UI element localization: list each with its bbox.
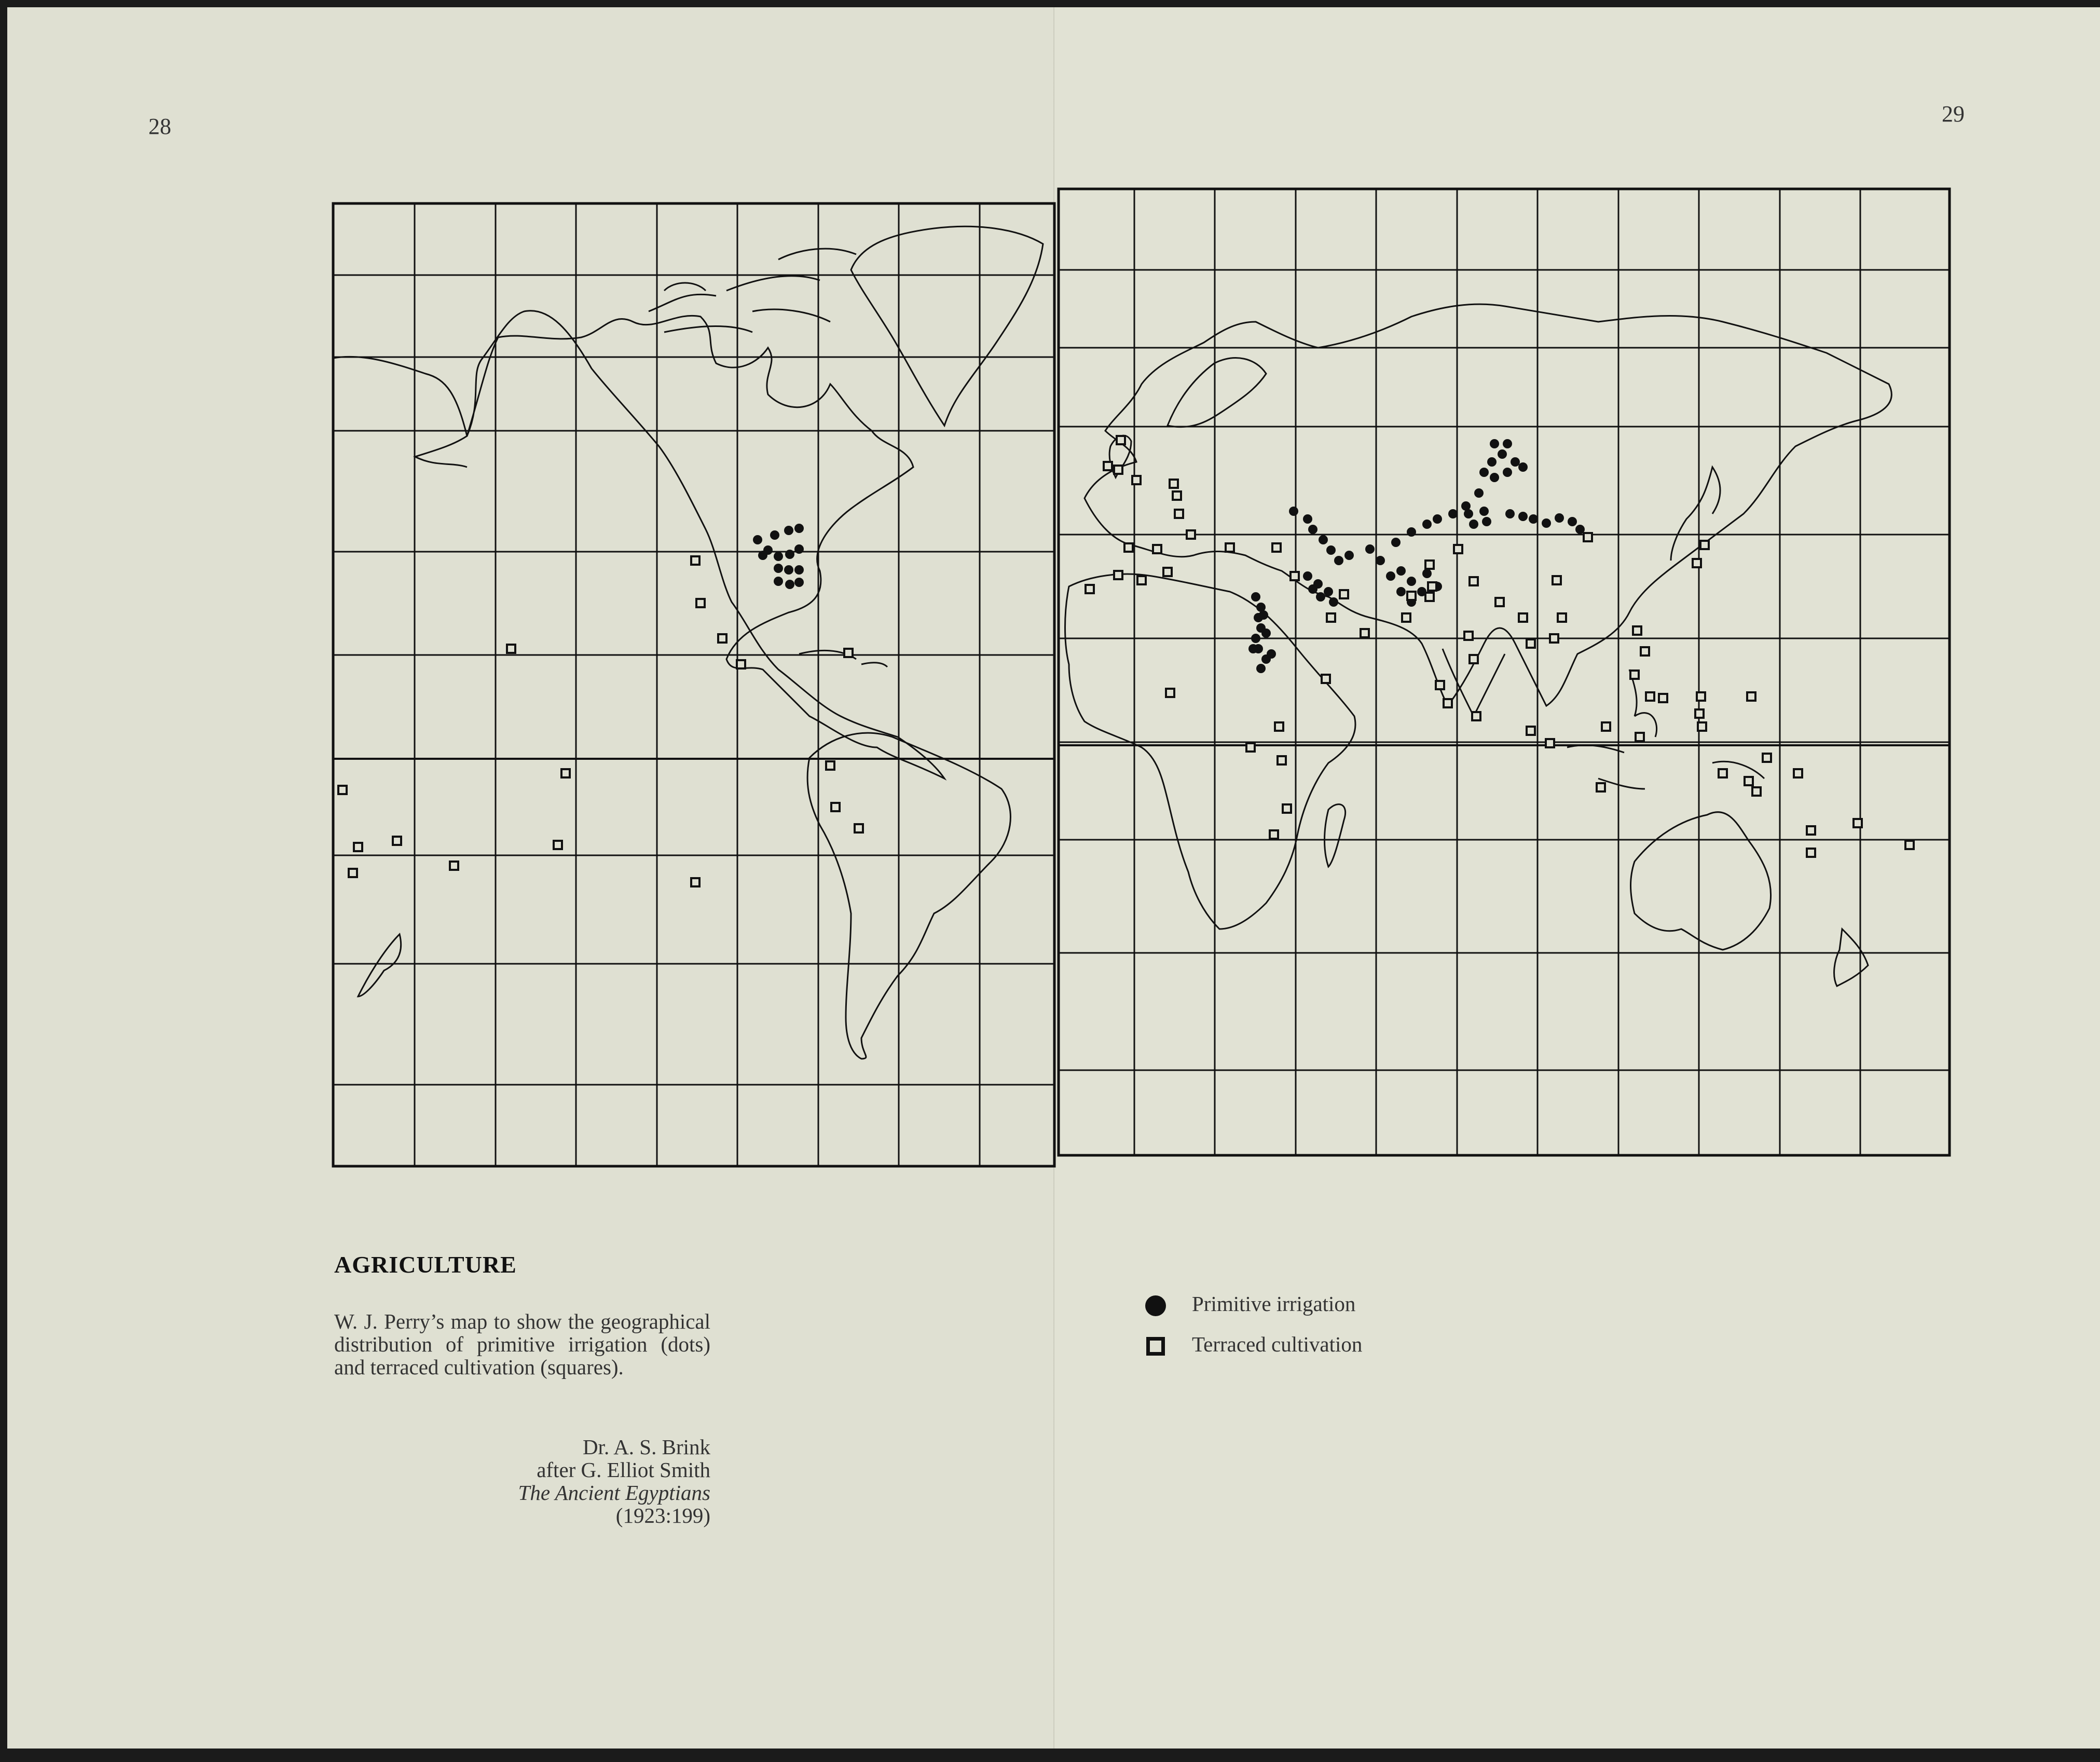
terraced-square bbox=[691, 556, 699, 565]
terraced-square bbox=[1641, 647, 1649, 655]
terraced-square bbox=[1546, 739, 1554, 747]
irrigation-dot bbox=[774, 577, 783, 586]
irrigation-dot bbox=[758, 551, 767, 560]
irrigation-dot bbox=[1329, 597, 1338, 607]
credit-author: Dr. A. S. Brink bbox=[582, 1435, 710, 1459]
irrigation-dot bbox=[1391, 538, 1401, 547]
terraced-square bbox=[1470, 577, 1478, 585]
irrigation-dot bbox=[1308, 584, 1317, 594]
terraced-square bbox=[1444, 699, 1452, 707]
irrigation-dot bbox=[1490, 473, 1499, 482]
terraced-square bbox=[691, 878, 699, 886]
irrigation-dot bbox=[1334, 556, 1343, 565]
terraced-square bbox=[1464, 632, 1473, 640]
irrigation-dot bbox=[794, 544, 804, 554]
irrigation-dot bbox=[1407, 577, 1416, 586]
irrigation-dot bbox=[1518, 462, 1528, 472]
irrigation-dot bbox=[1289, 507, 1298, 516]
eurasia-coast bbox=[1085, 304, 1891, 706]
irrigation-dot bbox=[1316, 592, 1325, 602]
irrigation-dot bbox=[1324, 587, 1333, 596]
terraced-square bbox=[1558, 613, 1566, 622]
irrigation-dot bbox=[1256, 664, 1266, 673]
terraced-square bbox=[1550, 634, 1558, 643]
terraced-square bbox=[1163, 568, 1172, 576]
madagascar-coast bbox=[1325, 804, 1346, 867]
terraced-square bbox=[1402, 613, 1410, 622]
irrigation-dot bbox=[1376, 556, 1385, 565]
irrigation-dot bbox=[1422, 569, 1432, 578]
terraced-square bbox=[1633, 626, 1641, 635]
terraced-square bbox=[1226, 543, 1234, 552]
terraced-square bbox=[1519, 613, 1527, 622]
irrigation-dot bbox=[784, 565, 793, 575]
irrigation-dot bbox=[784, 526, 793, 535]
terraced-square bbox=[1340, 590, 1348, 598]
terraced-square bbox=[1553, 576, 1561, 584]
caption-text: W. J. Perry’s map to show the geographical distribution of primitive irrigation (dots) and terraced cultivation (squares). bbox=[334, 1309, 710, 1379]
africa-coast bbox=[1065, 574, 1355, 929]
irrigation-dot bbox=[794, 565, 804, 575]
terraced-square bbox=[1495, 598, 1504, 606]
irrigation-dot bbox=[1555, 513, 1564, 523]
irrigation-dot bbox=[1448, 509, 1458, 518]
symbol-layer bbox=[338, 436, 1914, 886]
irrigation-dot bbox=[1568, 517, 1577, 526]
irrigation-dot bbox=[1479, 507, 1489, 516]
irrigation-dot bbox=[1267, 649, 1276, 659]
terraced-square bbox=[1361, 629, 1369, 637]
legend-label: Primitive irrigation bbox=[1192, 1292, 1356, 1316]
irrigation-dot bbox=[1529, 514, 1538, 524]
irrigation-dot bbox=[1482, 517, 1491, 526]
terraced-square bbox=[561, 769, 570, 777]
terraced-square bbox=[1175, 510, 1183, 518]
terraced-square bbox=[1630, 671, 1639, 679]
terraced-square bbox=[450, 862, 458, 870]
page-number-left: 28 bbox=[148, 114, 171, 139]
terraced-square bbox=[1086, 585, 1094, 593]
terraced-square bbox=[1659, 694, 1667, 702]
terraced-square bbox=[1428, 582, 1436, 591]
terraced-square bbox=[1693, 559, 1701, 567]
terraced-square bbox=[1114, 466, 1122, 474]
terraced-square bbox=[1745, 777, 1753, 785]
terraced-square bbox=[1114, 571, 1122, 579]
irrigation-dot bbox=[1518, 512, 1528, 521]
terraced-square bbox=[1646, 692, 1654, 701]
terraced-square bbox=[855, 824, 863, 832]
southeast-asia-islands bbox=[1567, 670, 1764, 789]
north-america-coast bbox=[467, 311, 944, 778]
terraced-square bbox=[1425, 561, 1434, 569]
irrigation-dot bbox=[1511, 457, 1520, 467]
terraced-square bbox=[1470, 655, 1478, 663]
terraced-square bbox=[1278, 756, 1286, 764]
terraced-square bbox=[737, 660, 745, 668]
terraced-square bbox=[1166, 689, 1174, 697]
arctic-islands bbox=[649, 249, 856, 332]
irrigation-dot bbox=[1365, 544, 1375, 554]
terraced-square bbox=[1322, 675, 1330, 683]
terraced-square bbox=[1700, 541, 1709, 549]
greenland-coast bbox=[851, 226, 1043, 426]
terraced-square bbox=[1597, 783, 1605, 791]
terraced-square bbox=[393, 837, 401, 845]
irrigation-dot bbox=[1490, 439, 1499, 448]
terraced-square bbox=[1124, 543, 1133, 552]
eurasia-africa-outline bbox=[1065, 304, 1892, 986]
terraced-square bbox=[1407, 592, 1416, 600]
irrigation-dot bbox=[1308, 525, 1317, 534]
terraced-square bbox=[1137, 576, 1146, 584]
terraced-square bbox=[554, 841, 562, 849]
irrigation-dot bbox=[1326, 545, 1336, 555]
terraced-square bbox=[1698, 722, 1706, 731]
terraced-square bbox=[1752, 787, 1761, 796]
terraced-square bbox=[1291, 572, 1299, 580]
irrigation-dot bbox=[1396, 566, 1406, 576]
terraced-square bbox=[826, 761, 834, 770]
irrigation-dot bbox=[1248, 644, 1258, 653]
terraced-square bbox=[1584, 533, 1592, 541]
irrigation-dot bbox=[785, 550, 794, 559]
terraced-square bbox=[1527, 727, 1535, 735]
terraced-square bbox=[1454, 545, 1462, 553]
terraced-square bbox=[1747, 692, 1755, 701]
terraced-square bbox=[718, 634, 726, 643]
irrigation-dot bbox=[785, 580, 794, 589]
irrigation-dot bbox=[1503, 439, 1512, 448]
terraced-square bbox=[1170, 480, 1178, 488]
terraced-square bbox=[1695, 709, 1704, 718]
irrigation-dot bbox=[1433, 514, 1442, 524]
terraced-square bbox=[831, 803, 840, 811]
new-zealand-coast bbox=[358, 934, 401, 996]
terraced-square bbox=[1719, 769, 1727, 777]
terraced-square bbox=[844, 649, 853, 657]
irrigation-dot bbox=[753, 535, 762, 544]
credit-source: after G. Elliot Smith bbox=[537, 1458, 710, 1482]
irrigation-dot bbox=[1542, 518, 1551, 528]
terraced-square bbox=[1132, 476, 1141, 484]
irrigation-dot bbox=[1261, 629, 1271, 638]
irrigation-dot bbox=[1396, 587, 1406, 596]
page-number-right: 29 bbox=[1942, 101, 1965, 127]
terraced-square bbox=[1436, 681, 1444, 689]
terraced-square bbox=[1270, 830, 1278, 839]
terraced-square bbox=[1153, 545, 1161, 553]
terraced-square bbox=[507, 645, 515, 653]
terraced-square bbox=[1104, 462, 1112, 470]
terraced-square bbox=[1794, 769, 1802, 777]
terraced-square bbox=[1807, 849, 1815, 857]
credit-year: (1923:199) bbox=[615, 1504, 710, 1527]
irrigation-dot bbox=[774, 552, 783, 561]
irrigation-dot bbox=[770, 530, 779, 540]
terraced-square bbox=[1327, 613, 1335, 622]
terraced-square bbox=[1527, 639, 1535, 648]
irrigation-dot bbox=[1407, 527, 1416, 537]
terraced-square bbox=[1763, 754, 1771, 762]
australia-coast bbox=[1631, 812, 1771, 950]
terraced-square bbox=[338, 786, 347, 794]
terraced-square bbox=[1283, 804, 1291, 813]
irrigation-dot bbox=[1505, 509, 1515, 518]
irrigation-dot bbox=[1319, 535, 1328, 544]
irrigation-dot bbox=[1487, 457, 1497, 467]
scandinavia-coast bbox=[1168, 358, 1266, 427]
terraced-square bbox=[1173, 491, 1181, 500]
irrigation-dot bbox=[1469, 520, 1478, 529]
irrigation-dot bbox=[1498, 449, 1507, 459]
terraced-square bbox=[1117, 436, 1125, 444]
irrigation-dot bbox=[794, 578, 804, 587]
alaska-coast bbox=[333, 357, 467, 467]
terraced-square bbox=[696, 599, 705, 607]
irrigation-dot bbox=[774, 564, 783, 573]
terraced-square bbox=[1275, 722, 1283, 731]
terraced-square bbox=[354, 843, 362, 851]
irrigation-dot bbox=[1259, 610, 1268, 620]
irrigation-dot bbox=[1303, 514, 1312, 524]
japan-coast bbox=[1671, 467, 1720, 561]
map-frame-right bbox=[1059, 189, 1950, 1155]
americas-outline bbox=[333, 226, 1043, 1059]
terraced-square bbox=[1602, 722, 1610, 731]
credit-work-title: The Ancient Egyptians bbox=[518, 1481, 710, 1505]
irrigation-dot bbox=[1344, 551, 1354, 560]
terraced-square bbox=[1246, 743, 1255, 752]
terraced-square bbox=[1697, 692, 1705, 701]
terraced-square bbox=[1272, 543, 1281, 552]
irrigation-dot bbox=[1422, 520, 1432, 529]
irrigation-dot bbox=[1251, 634, 1260, 643]
terraced-square bbox=[1905, 841, 1914, 849]
irrigation-dot bbox=[1386, 571, 1395, 581]
terraced-square bbox=[1425, 593, 1434, 601]
terraced-square bbox=[1854, 819, 1862, 827]
terraced-square bbox=[1807, 826, 1815, 835]
terraced-square bbox=[349, 869, 357, 877]
irrigation-dot bbox=[1479, 468, 1489, 477]
map-frame-left bbox=[333, 203, 1054, 1166]
irrigation-dot bbox=[1474, 488, 1484, 498]
irrigation-dot bbox=[1503, 468, 1512, 477]
new-zealand-east-coast bbox=[1834, 929, 1868, 986]
irrigation-dot bbox=[1303, 571, 1312, 581]
irrigation-dot bbox=[1461, 501, 1471, 511]
caption-title: AGRICULTURE bbox=[334, 1251, 517, 1278]
legend-label: Terraced cultivation bbox=[1192, 1332, 1363, 1356]
terraced-square bbox=[1472, 712, 1480, 720]
terraced-square bbox=[1636, 733, 1644, 741]
terraced-cultivation-squares bbox=[338, 436, 1914, 886]
irrigation-dot bbox=[794, 524, 804, 533]
irrigation-dot bbox=[1251, 592, 1260, 602]
terraced-square bbox=[1187, 530, 1195, 539]
